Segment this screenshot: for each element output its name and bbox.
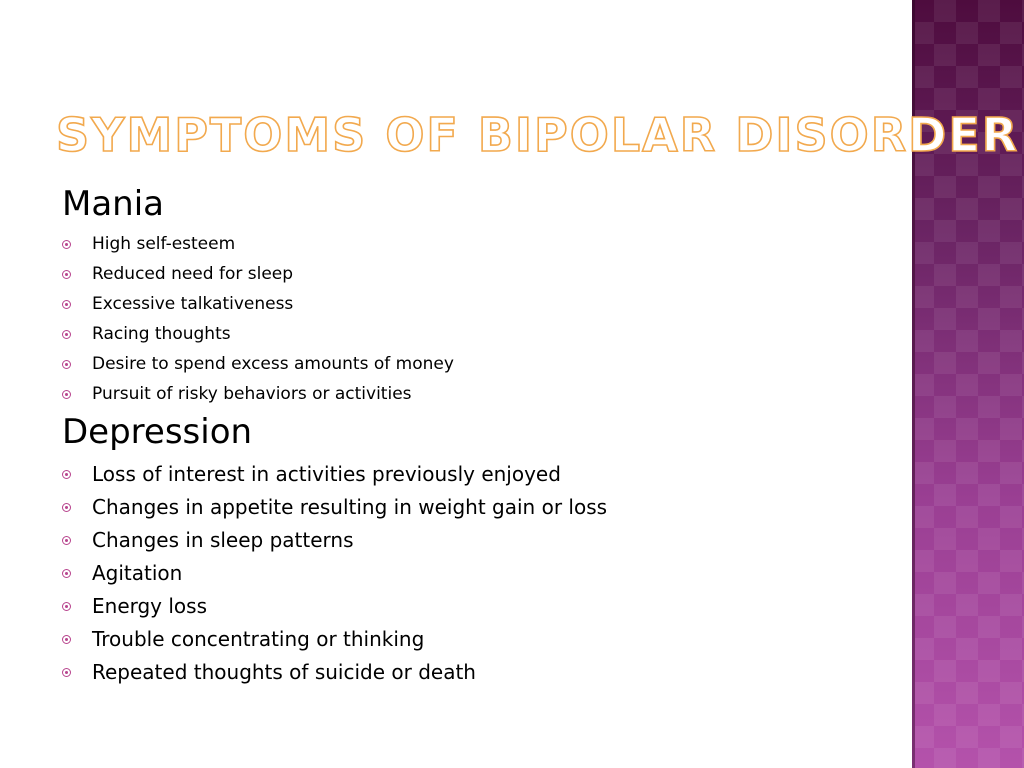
circle-bullet-icon	[62, 635, 71, 644]
list-item	[62, 560, 607, 593]
list-item	[62, 383, 454, 413]
slide-title: SYMPTOMS OF BIPOLAR DISORDER	[56, 108, 1020, 162]
list-item	[62, 593, 607, 626]
list-item-text: Changes in sleep patterns	[92, 528, 354, 552]
circle-bullet-icon	[62, 330, 71, 339]
list-item	[62, 626, 607, 659]
list-item-text: Excessive talkativeness	[92, 294, 294, 314]
depression-list	[62, 461, 607, 692]
list-item-text: Changes in appetite resulting in weight gain or loss	[92, 495, 608, 519]
list-item	[62, 494, 607, 527]
list-item-text: Agitation	[92, 561, 183, 585]
mania-list	[62, 233, 454, 413]
list-item	[62, 233, 454, 263]
mania-heading: Mania	[62, 184, 164, 224]
list-item-text: Energy loss	[92, 594, 208, 618]
list-item-text: High self-esteem	[92, 234, 236, 254]
list-item-text: Racing thoughts	[92, 324, 231, 344]
list-item-text: Trouble concentrating or thinking	[92, 627, 425, 651]
list-item	[62, 461, 607, 494]
list-item	[62, 293, 454, 323]
list-item	[62, 263, 454, 293]
circle-bullet-icon	[62, 602, 71, 611]
list-item	[62, 353, 454, 383]
list-item	[62, 527, 607, 560]
list-item-text: Pursuit of risky behaviors or activities	[92, 384, 412, 404]
list-item	[62, 659, 607, 692]
circle-bullet-icon	[62, 360, 71, 369]
circle-bullet-icon	[62, 668, 71, 677]
circle-bullet-icon	[62, 536, 71, 545]
circle-bullet-icon	[62, 569, 71, 578]
list-item-text: Loss of interest in activities previously enjoyed	[92, 462, 561, 486]
list-item-text: Reduced need for sleep	[92, 264, 294, 284]
circle-bullet-icon	[62, 503, 71, 512]
depression-heading: Depression	[62, 412, 253, 452]
list-item	[62, 323, 454, 353]
circle-bullet-icon	[62, 240, 71, 249]
circle-bullet-icon	[62, 390, 71, 399]
circle-bullet-icon	[62, 270, 71, 279]
list-item-text: Repeated thoughts of suicide or death	[92, 660, 476, 684]
circle-bullet-icon	[62, 300, 71, 309]
list-item-text: Desire to spend excess amounts of money	[92, 354, 454, 374]
circle-bullet-icon	[62, 470, 71, 479]
